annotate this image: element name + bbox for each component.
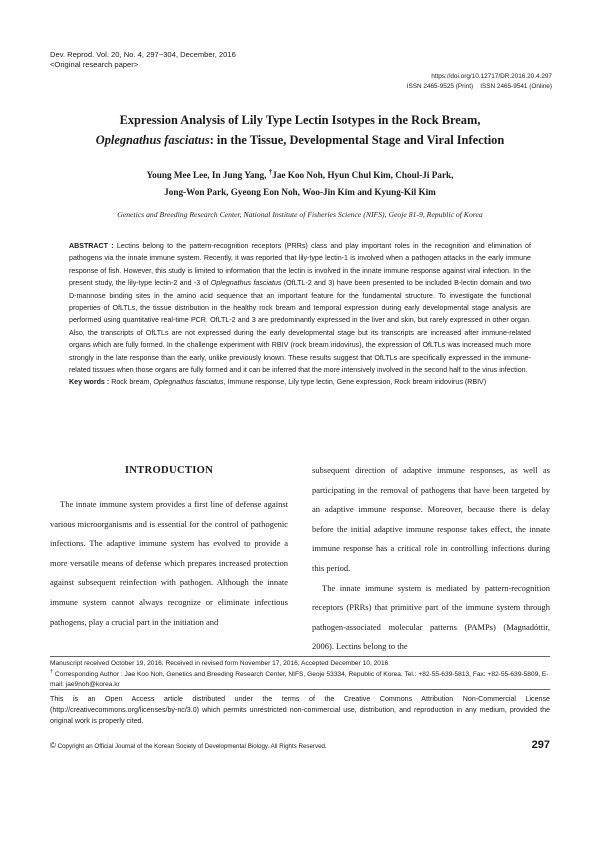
footnote-divider: [50, 656, 550, 657]
abstract-species: Oplegnathus fasciatus: [210, 279, 282, 288]
keywords-text-1: Rock bream,: [109, 378, 154, 387]
author-list: [50, 164, 550, 201]
authors-line-1: [50, 164, 550, 184]
doi-block: [407, 72, 552, 91]
authors-line-1-b: Jae Koo Noh, Hyun Chul Kim, Choul-Ji Park,: [272, 170, 454, 181]
abstract: [69, 240, 531, 389]
corresponding-author: [50, 668, 550, 689]
abstract-label: ABSTRACT :: [69, 242, 114, 250]
page-number: 297: [531, 739, 550, 751]
open-access-divider: [50, 689, 550, 690]
footnotes: [50, 659, 550, 689]
issn-line: ISSN 2465-9525 (Print) ISSN 2465-9541 (Online): [406, 82, 552, 90]
title-line-1: Expression Analysis of Lily Type Lectin Isotypes in the Rock Bream,: [119, 113, 481, 127]
authors-line-1-a: Young Mee Lee, In Jung Yang,: [146, 170, 269, 181]
copyright-text: Copyright an Official Journal of the Korean Society of Developmental Biology. All Rights Reserved.: [55, 743, 327, 750]
paper-type: <Original research paper>: [50, 60, 139, 69]
intro-paragraph-1-cont: subsequent direction of adaptive immune responses, as well as participating in the removal of pathogens that have been targeted by an adaptive immune response. Moreover, because there is delay before the initial adaptive immune response takes effect, the innate immune response has a critical role in controlling infections during this period.: [312, 465, 550, 573]
footnote-dagger: †: [50, 669, 54, 676]
copyright-icon: ©: [50, 741, 56, 750]
journal-citation: [50, 50, 236, 70]
paper-title: [50, 110, 550, 150]
doi-link[interactable]: https://doi.org/10.12717/DR.2016.20.4.297: [431, 73, 552, 80]
open-access-notice: This is an Open Access article distributed under the terms of the Creative Commons Attribution Non-Commercial License (http://creativecommons.org/licenses/by-nc/3.0) which permits unrestricted non-commercial use, distribution, and reproduction in any medium, provided the original work is properly cited.: [50, 695, 550, 726]
corresponding-author-text: Corresponding Author : Jae Koo Noh, Genetics and Breeding Research Center, NIFS, Geoje 53334, Republic of Korea. Tel.: +82-55-639-5813, Fax: +82-55-639-5809, E-mail: jae9noh@korea.kr: [50, 671, 549, 688]
authors-line-2: Jong-Won Park, Gyeong Eon Noh, Woo-Jin Kim and Kyung-Kil Kim: [164, 187, 436, 198]
journal-line: Dev. Reprod. Vol. 20, No. 4, 297~304, December, 2016: [50, 50, 236, 59]
title-line-2-rest: : in the Tissue, Developmental Stage and Viral Infection: [209, 133, 505, 147]
keywords-species: Oplegnathus fasciatus: [153, 378, 224, 387]
right-column: [312, 461, 550, 657]
affiliation: Genetics and Breeding Research Center, National Institute of Fisheries Science (NIFS), Geoje 81-9, Republic of Korea: [117, 210, 483, 219]
title-species: Oplegnathus fasciatus: [95, 133, 210, 147]
manuscript-dates: Manuscript received October 19, 2016, Received in revised form November 17, 2016, Accepted December 10, 2016: [50, 660, 389, 667]
abstract-text-2: (OfLTL-2 and 3) have been presented to be included B-lectin domain and two D-mannose binding sites in the amino acid sequence that an important feature for the fundamental structure. To investigate the functional properties of OfLTLs, the tissue distribution in the healthy rock bream and temporal expression during early developmental stage analysis are performed using quantitative real-time PCR. OfLTL-2 and 3 are predominantly expressed in the liver and skin, but rarely expressed in other organ. Also, the transcripts of OfLTLs are not expressed during the early developmental stage but its transcripts are increased after immune-related organs which are fully formed. In the challenge experiment with RBIV (rock bream iridovirus), the expression of OfLTLs was increased much more strongly in the late response than the early, unlike previously known. These results suggest that OfLTLs are specifically expressed in the immune-related tissues when those organs are fully formed and it can be inferred that the more intensively involved in the second half to the virus infection.: [69, 279, 531, 375]
intro-paragraph-2: The innate immune system is mediated by pattern-recognition receptors (PRRs) that primitive part of the immune system through pathogen-associated molecular patterns (PAMPs) (Magnadóttir, 2006). Lectins belong to the: [312, 582, 550, 652]
abstract-body: [69, 240, 531, 376]
keywords: [69, 376, 531, 388]
abstract-text-1: Lectins belong to the pattern-recognition receptors (PRRs) class and play important roles in the recognition and elimination of pathogens via the innate immune system. Recently, it was reported that lily-type lectin-1 is involved when a pathogen attacks in the early immune response of fish. However, this study is limited to information that the lectin is involved in the innate immune response against viral infection. In the present study, the lily-type lectin-2 and -3 of: [69, 242, 531, 288]
intro-paragraph-1: The innate immune system provides a first line of defense against various microorganisms and is essential for the control of pathogenic infections. The adaptive immune system has evolved to provide a more versatile means of defense which prepares increased protection against subsequent reinfection with pathogen. Although the innate immune system cannot always recognize or eliminate infectious pathogens, play a crucial part in the initiation and: [50, 499, 288, 627]
left-column: [50, 461, 288, 632]
keywords-text-2: , Immune response, Lily type lectin, Gene expression, Rock bream iridovirus (RBIV): [223, 378, 487, 387]
copyright-line: [50, 741, 327, 752]
keywords-label: Key words :: [69, 378, 110, 387]
section-heading-introduction: INTRODUCTION: [124, 465, 214, 476]
title-line-2: [50, 130, 550, 150]
corresponding-dagger: †: [268, 168, 273, 176]
